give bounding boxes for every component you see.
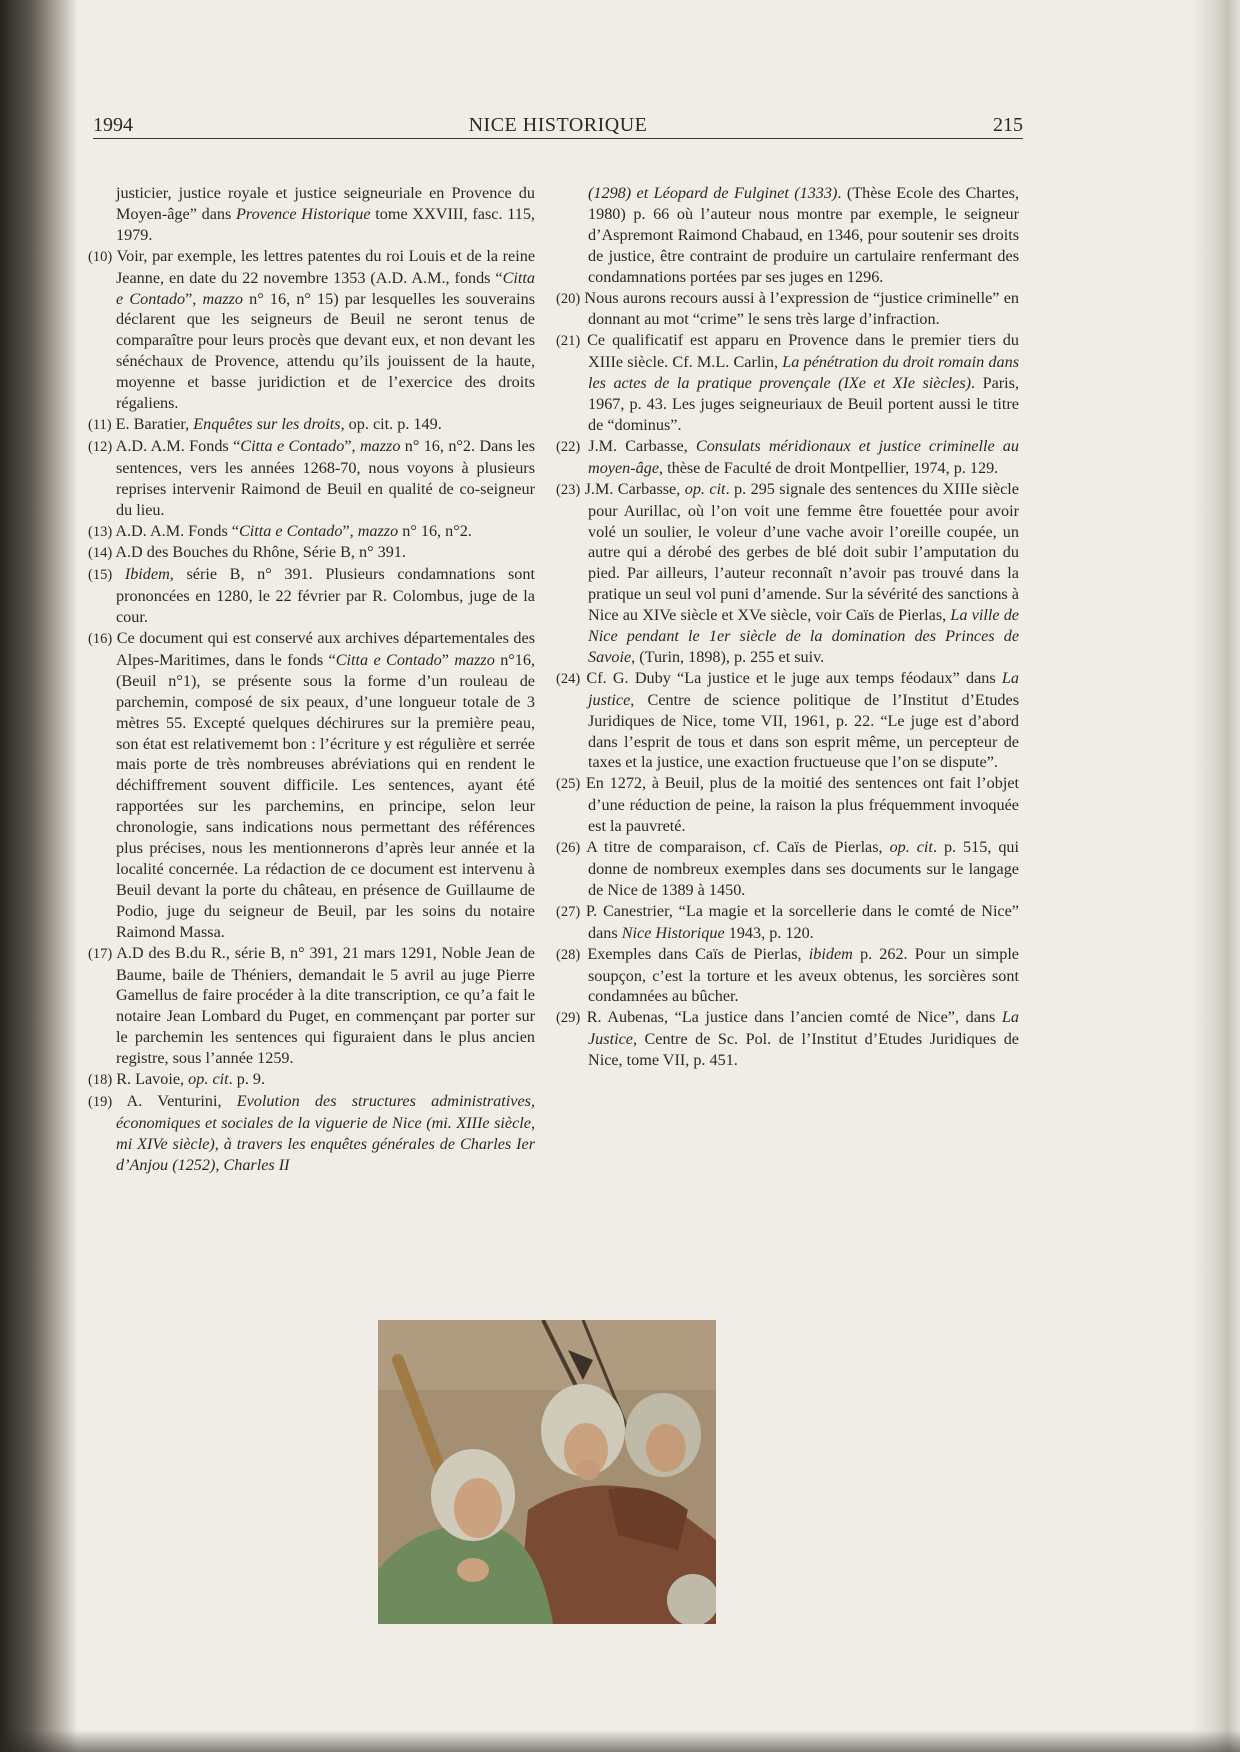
footnote-10: (10) Voir, par exemple, les lettres patentes du roi Louis et de la reine Jeanne, en date du 22 novembre 1353 (A.D. A.M., fonds “Citta e Contado”, mazzo n° 16, n° 15) par lesquelles les souverains déclarent que les seigneurs de Beuil ne seront tenus de comparaître pour leurs procès que devant eux, et non devant les sénéchaux de Provence, attendu qu’ils jouissent de la haute, moyenne et basse juridiction et de l’exercice des droits régaliens. <box>88 246 536 413</box>
footnote-23: (23) J.M. Carbasse, op. cit. p. 295 signale des sentences du XIIIe siècle pour Aurillac, où l’on voit une femme être fouettée pour avoir volé un soulier, le voleur d’une vache avoir l’oreille coupée, un autre qui a dérobé des gerbes de blé doit subir l’amputation du pied. Par ailleurs, l’auteur reconnaît n’avoir pas trouvé dans la pratique un seul vol puni d’amende. Sur la sévérité des sanctions à Nice au XIVe siècle et XVe siècle, voir Caïs de Pierlas, La ville de Nice pendant le 1er siècle de la domination des Princes de Savoie, (Turin, 1898), p. 255 et suiv. <box>556 479 1019 666</box>
footnote-17: (17) A.D des B.du R., série B, n° 391, 21 mars 1291, Noble Jean de Baume, baile de Théniers, demandait le 5 avril au juge Pierre Gamellus de faire procéder à la dite transcription, ce qu’a fait le notaire Jean Lombard du Puget, en commençant par porter sur le parchemin les sentences qui figuraient dans le plus ancien registre, sous l’année 1259. <box>88 943 535 1068</box>
footnote-20: (20) Nous aurons recours aussi à l’expression de “justice criminelle” en donnant au mot “crime” le sens très large d’infraction. <box>556 288 1019 329</box>
header-year: 1994 <box>93 114 133 136</box>
book-page-edge-right <box>1192 0 1240 1752</box>
footnote-19: (19) A. Venturini, Evolution des structures administratives, économiques et sociales de la viguerie de Nice (mi. XIIIe siècle, mi XIVe siècle), à travers les enquêtes générales de Charles Ier d’Anjou (1252), Charles II <box>88 1091 535 1174</box>
page-bottom-shadow <box>0 1730 1240 1752</box>
footnote-27: (27) P. Canestrier, “La magie et la sorcellerie dans le comté de Nice” dans Nice Historique 1943, p. 120. <box>556 901 1019 942</box>
page-number: 215 <box>993 114 1023 136</box>
journal-title: NICE HISTORIQUE <box>468 114 648 136</box>
footnote-16: (16) Ce document qui est conservé aux archives départementales des Alpes-Maritimes, dans le fonds “Citta e Contado” mazzo n°16, (Beuil n°1), se présente sous la forme d’un rouleau de parchemin, composé de six peaux, d’une longueur totale de 3 mètres 55. Excepté quelques déchirures sur la première peau, son état est relativememt bon : l’écriture y est régulière et serrée mais porte de très nombreuses abréviations qui en rendent le déchiffrement souvent difficile. Les sentences, ayant été rapportées sur les parchemins, en principe, selon leur chronologie, sans indications nous permettant des références plus précises, nous les mentionnerons d’après leur année et la localité concernée. La rédaction de ce document est intervenu à Beuil devant la porte du château, en présence de Guillaume de Podio, juge du seigneur de Beuil, par les soins du notaire Raimond Massa. <box>88 629 535 941</box>
footnote-12: (12) A.D. A.M. Fonds “Citta e Contado”, mazzo n° 16, n°2. Dans les sentences, vers les années 1268-70, nous voyons à plusieurs reprises intervenir Raimond de Beuil en qualité de co-seigneur du lieu. <box>88 436 535 519</box>
footnote-continuation: justicier, justice royale et justice seigneuriale en Provence du Moyen-âge” dans Provence Historique tome XXVIII, fasc. 115, 1979. <box>116 184 535 244</box>
footnote-25: (25) En 1272, à Beuil, plus de la moitié des sentences ont fait l’objet d’une réduction de peine, la raison la plus fréquemment invoquée est la pauvreté. <box>556 774 1019 836</box>
footnote-24: (24) Cf. G. Duby “La justice et le juge aux temps féodaux” dans La justice, Centre de science politique de l’Institut d’Etudes Juridiques de Nice, tome VII, 1961, p. 22. “Le juge est d’abord dans l’esprit de tous et dans son esprit même, un percepteur de taxes et la justice, une exaction fructueuse que l’on se dispute”. <box>556 668 1019 772</box>
footnote-continuation: (1298) et Léopard de Fulginet (1333). (Thèse Ecole des Chartes, 1980) p. 66 où l’auteur nous montre par exemple, le seigneur d’Aspremont Raimond Chabaud, en 1346, pour soutenir ses droits de justice, être contraint de produire un cartulaire renfermant des condamnations portées par ses juges en 1296. <box>588 184 1019 286</box>
book-spine-shadow-left <box>0 0 78 1752</box>
footnote-11: (11) E. Baratier, Enquêtes sur les droits, op. cit. p. 149. <box>88 414 442 433</box>
footnote-14: (14) A.D des Bouches du Rhône, Série B, n° 391. <box>88 543 406 562</box>
footnote-22: (22) J.M. Carbasse, Consulats méridionaux et justice criminelle au moyen-âge, thèse de Faculté de droit Montpellier, 1974, p. 129. <box>556 436 1019 477</box>
medieval-fresco-illustration <box>378 1320 716 1624</box>
footnote-29: (29) R. Aubenas, “La justice dans l’ancien comté de Nice”, dans La Justice, Centre de Sc. Pol. de l’Institut d’Etudes Juridiques de Nice, tome VII, p. 451. <box>556 1008 1019 1070</box>
footnote-18: (18) R. Lavoie, op. cit. p. 9. <box>88 1070 266 1089</box>
footnotes-left-column <box>88 183 535 1176</box>
footnote-15: (15) Ibidem, série B, n° 391. Plusieurs condamnations sont prononcées en 1280, le 22 février par R. Colombus, juge de la cour. <box>88 565 535 627</box>
footnote-28: (28) Exemples dans Caïs de Pierlas, ibidem p. 262. Pour un simple soupçon, c’est la torture et les aveux obtenus, les sorcières sont condamnées au bûcher. <box>556 944 1019 1006</box>
fresco-soldiers-image <box>378 1320 716 1624</box>
footnote-26: (26) A titre de comparaison, cf. Caïs de Pierlas, op. cit. p. 515, qui donne de nombreux exemples dans ses documents sur le langage de Nice de 1389 à 1450. <box>556 838 1020 899</box>
footnote-21: (21) Ce qualificatif est apparu en Provence dans le premier tiers du XIIIe siècle. Cf. M.L. Carlin, La pénétration du droit romain dans les actes de la pratique provençale (IXe et XIe siècles). Paris, 1967, p. 43. Les juges seigneuriaux de Beuil portent aussi le titre de “dominus”. <box>556 331 1020 434</box>
footnote-13: (13) A.D. A.M. Fonds “Citta e Contado”, mazzo n° 16, n°2. <box>88 521 472 540</box>
running-header <box>93 112 1023 139</box>
footnotes-right-column <box>556 183 1019 1071</box>
